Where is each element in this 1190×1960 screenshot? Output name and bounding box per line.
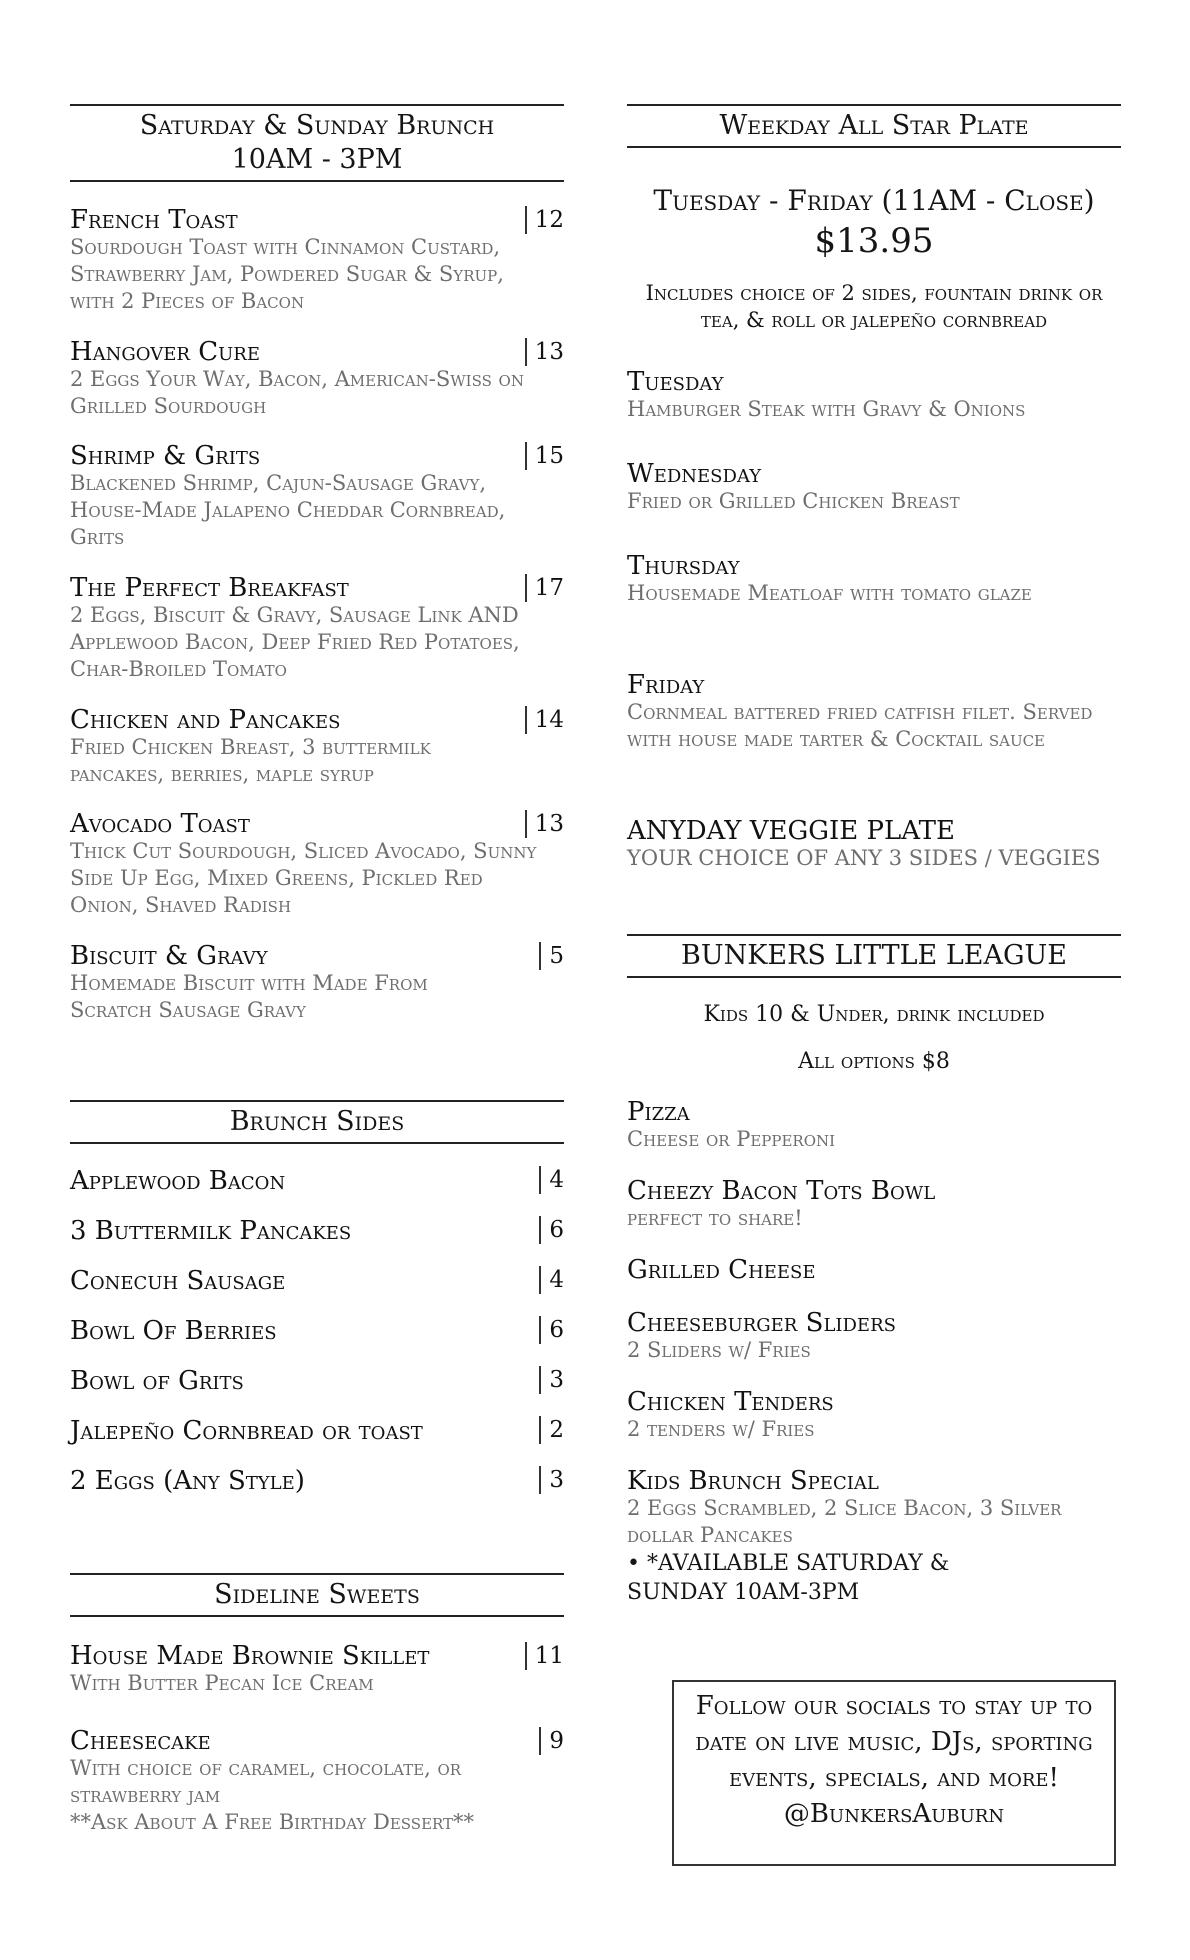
allstar-includes: Includes choice of 2 sides, fountain drink or tea, & roll or jalepeño cornbread bbox=[645, 281, 1103, 332]
item-price: 12 bbox=[525, 206, 564, 234]
menu-item bbox=[627, 671, 1121, 753]
item-description: Housemade Meatloaf with tomato glaze bbox=[627, 581, 1032, 605]
item-description: With Butter Pecan Ice Cream bbox=[70, 1671, 374, 1695]
item-description: With choice of caramel, chocolate, or strawberry jam bbox=[70, 1756, 462, 1807]
item-description: Homemade Biscuit with Made From Scratch Sausage Gravy bbox=[70, 971, 428, 1022]
item-name: Pizza bbox=[627, 1097, 690, 1127]
side-item bbox=[70, 1316, 564, 1346]
item-description: 2 Eggs Scrambled, 2 Slice Bacon, 3 Silver dollar Pancakes bbox=[627, 1496, 1062, 1547]
item-description: Fried or Grilled Chicken Breast bbox=[627, 489, 960, 513]
item-name: Chicken Tenders bbox=[627, 1387, 834, 1417]
side-name: Bowl of Grits bbox=[70, 1366, 244, 1396]
item-description: 2 Eggs Your Way, Bacon, American-Swiss on Grilled Sourdough bbox=[70, 367, 524, 418]
brunch-title: Saturday & Sunday Brunch bbox=[139, 110, 495, 141]
item-name: Thursday bbox=[627, 551, 740, 581]
side-name: 3 Buttermilk Pancakes bbox=[70, 1216, 352, 1246]
item-name: Kids Brunch Special bbox=[627, 1466, 879, 1496]
side-name: 2 Eggs (Any Style) bbox=[70, 1466, 305, 1496]
sides-title: Brunch Sides bbox=[229, 1106, 405, 1137]
item-description: perfect to share! bbox=[627, 1206, 803, 1230]
item-name: Chicken and Pancakes bbox=[70, 705, 341, 735]
side-price: 3 bbox=[539, 1466, 564, 1494]
item-price: 13 bbox=[525, 338, 564, 366]
item-price: 11 bbox=[525, 1642, 564, 1670]
sweets-header bbox=[70, 1573, 564, 1617]
menu-item bbox=[627, 1177, 1121, 1232]
item-price: 9 bbox=[539, 1727, 564, 1755]
item-description: 2 tenders w/ Fries bbox=[627, 1417, 815, 1441]
menu-item bbox=[70, 706, 564, 788]
menu-item bbox=[70, 1642, 564, 1697]
menu-item bbox=[627, 1388, 1121, 1443]
side-item bbox=[70, 1166, 564, 1196]
item-description: Blackened Shrimp, Cajun-Sausage Gravy, House-Made Jalapeno Cheddar Cornbread, Grits bbox=[70, 471, 506, 549]
side-price: 4 bbox=[539, 1166, 564, 1194]
menu-item bbox=[627, 552, 1121, 607]
item-name: Cheesecake bbox=[70, 1726, 211, 1756]
allstar-days: Tuesday - Friday (11AM - Close) bbox=[653, 184, 1095, 217]
side-name: Bowl Of Berries bbox=[70, 1316, 277, 1346]
menu-item bbox=[70, 338, 564, 420]
item-price: 13 bbox=[525, 810, 564, 838]
brunch-hours: 10AM - 3PM bbox=[231, 144, 403, 175]
item-name: ANYDAY VEGGIE PLATE bbox=[627, 816, 955, 846]
item-name: Biscuit & Gravy bbox=[70, 941, 268, 971]
side-item bbox=[70, 1466, 564, 1496]
menu-item bbox=[627, 1309, 1121, 1364]
menu-item bbox=[70, 942, 564, 1024]
side-price: 4 bbox=[539, 1266, 564, 1294]
side-price: 2 bbox=[539, 1416, 564, 1444]
item-name: House Made Brownie Skillet bbox=[70, 1641, 430, 1671]
menu-item bbox=[627, 1098, 1121, 1153]
side-name: Conecuh Sausage bbox=[70, 1266, 286, 1296]
allstar-header bbox=[627, 104, 1121, 148]
sides-header bbox=[70, 1100, 564, 1144]
menu-item bbox=[70, 810, 564, 919]
item-description: Sourdough Toast with Cinnamon Custard, Strawberry Jam, Powdered Sugar & Syrup, with 2 Pieces of Bacon bbox=[70, 235, 504, 313]
item-description: 2 Eggs, Biscuit & Gravy, Sausage Link AND Applewood Bacon, Deep Fried Red Potatoes, Char-Broiled Tomato bbox=[70, 603, 520, 681]
side-price: 3 bbox=[539, 1366, 564, 1394]
item-name: Grilled Cheese bbox=[627, 1255, 816, 1285]
item-description: 2 Sliders w/ Fries bbox=[627, 1338, 811, 1362]
item-name: Avocado Toast bbox=[70, 809, 250, 839]
item-description: Hamburger Steak with Gravy & Onions bbox=[627, 397, 1026, 421]
menu-item bbox=[627, 460, 1121, 515]
item-name: Shrimp & Grits bbox=[70, 441, 261, 471]
item-price: 5 bbox=[539, 942, 564, 970]
side-item bbox=[70, 1366, 564, 1396]
menu-item bbox=[70, 206, 564, 315]
brunch-header bbox=[70, 104, 564, 182]
item-price: 17 bbox=[525, 574, 564, 602]
side-item bbox=[70, 1416, 564, 1446]
item-description: Thick Cut Sourdough, Sliced Avocado, Sunny Side Up Egg, Mixed Greens, Pickled Red Onion, Shaved Radish bbox=[70, 839, 537, 917]
allstar-title: Weekday All Star Plate bbox=[719, 110, 1029, 141]
item-name: Wednesday bbox=[627, 459, 762, 489]
item-note: **Ask About A Free Birthday Dessert** bbox=[70, 1810, 475, 1834]
item-description: Cornmeal battered fried catfish filet. Served with house made tarter & Cocktail sauce bbox=[627, 700, 1093, 751]
menu-item bbox=[70, 442, 564, 551]
social-text: Follow our socials to stay up to date on live music, DJs, sporting events, specials, and more! @BunkersAuburn bbox=[695, 1691, 1093, 1829]
menu-item bbox=[70, 1727, 564, 1836]
side-price: 6 bbox=[539, 1216, 564, 1244]
item-description: Cheese or Pepperoni bbox=[627, 1127, 836, 1151]
kids-title: BUNKERS LITTLE LEAGUE bbox=[680, 940, 1067, 971]
side-price: 6 bbox=[539, 1316, 564, 1344]
item-description: Fried Chicken Breast, 3 buttermilk pancakes, berries, maple syrup bbox=[70, 735, 431, 786]
kids-header bbox=[627, 934, 1121, 978]
menu-item bbox=[627, 817, 1121, 872]
item-price: 14 bbox=[525, 706, 564, 734]
menu-item bbox=[70, 574, 564, 683]
kids-subtitle: Kids 10 & Under, drink included bbox=[703, 1002, 1045, 1027]
side-name: Jalepeño Cornbread or toast bbox=[70, 1416, 423, 1446]
item-name: French Toast bbox=[70, 205, 238, 235]
item-price: 15 bbox=[525, 442, 564, 470]
item-name: Friday bbox=[627, 670, 705, 700]
item-description: YOUR CHOICE OF ANY 3 SIDES / VEGGIES bbox=[627, 846, 1101, 870]
item-name: Hangover Cure bbox=[70, 337, 260, 367]
menu-item bbox=[627, 1256, 1121, 1284]
side-item bbox=[70, 1216, 564, 1246]
item-name: The Perfect Breakfast bbox=[70, 573, 349, 603]
allstar-price: $13.95 bbox=[814, 221, 934, 261]
item-name: Tuesday bbox=[627, 367, 724, 397]
item-note: • *AVAILABLE SATURDAY & SUNDAY 10AM-3PM bbox=[627, 1551, 950, 1605]
side-name: Applewood Bacon bbox=[70, 1166, 286, 1196]
menu-item bbox=[627, 1467, 1121, 1607]
kids-price-note: All options $8 bbox=[798, 1049, 950, 1074]
menu-item bbox=[627, 368, 1121, 423]
item-name: Cheezy Bacon Tots Bowl bbox=[627, 1176, 936, 1206]
side-item bbox=[70, 1266, 564, 1296]
sweets-title: Sideline Sweets bbox=[214, 1579, 420, 1610]
item-name: Cheeseburger Sliders bbox=[627, 1308, 896, 1338]
social-callout bbox=[672, 1680, 1116, 1866]
